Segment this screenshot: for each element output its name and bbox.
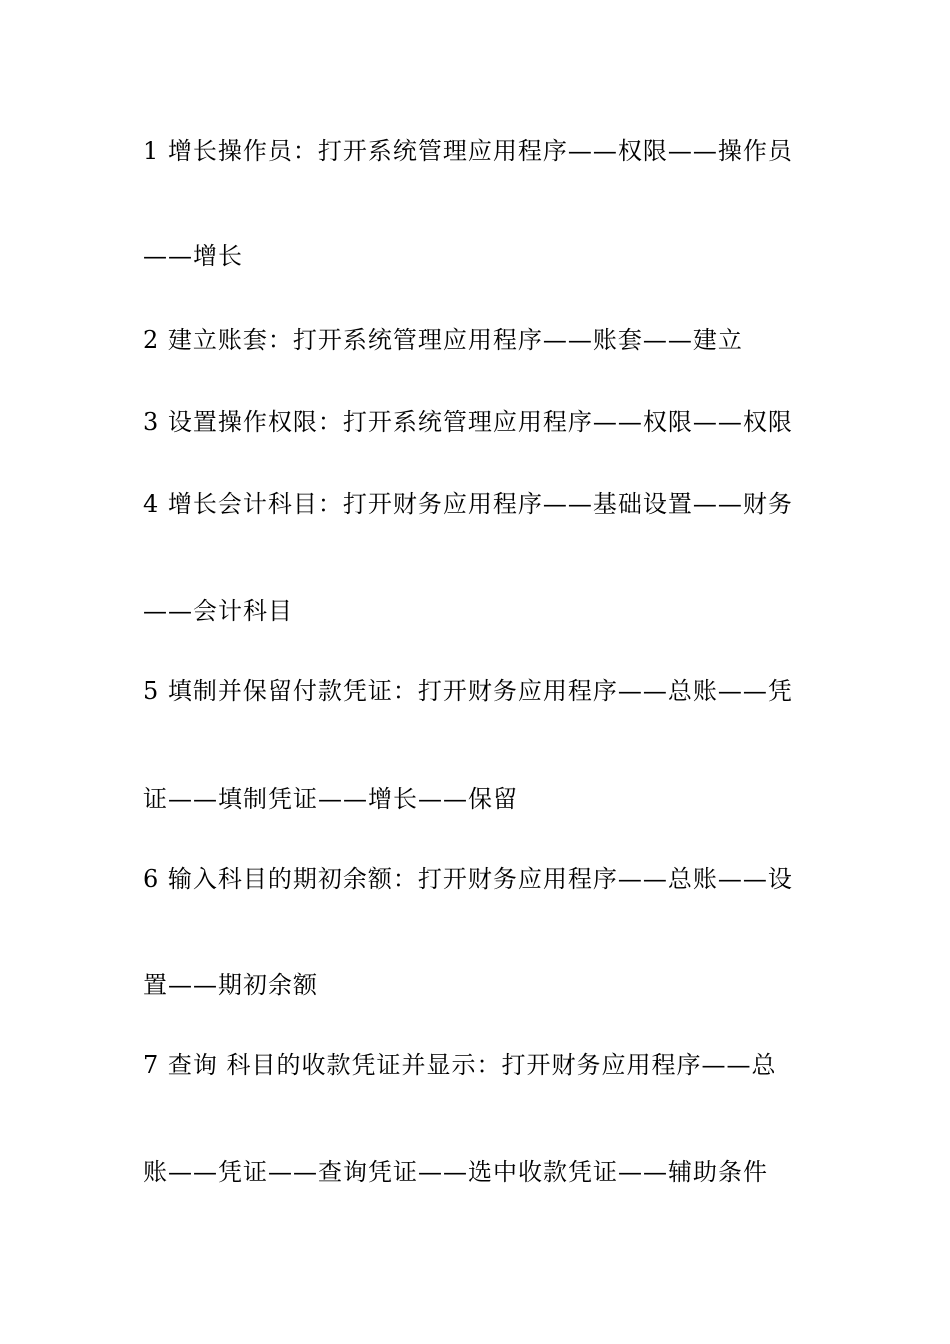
step-6-line-1: 6 输入科目的期初余额：打开财务应用程序——总账——设 — [143, 865, 793, 893]
step-1-line-1: 1 增长操作员：打开系统管理应用程序——权限——操作员 — [143, 137, 793, 165]
step-4-line-2: ——会计科目 — [143, 597, 293, 625]
step-6-line-2: 置——期初余额 — [143, 971, 318, 999]
step-4-line-1: 4 增长会计科目：打开财务应用程序——基础设置——财务 — [143, 490, 793, 518]
step-7-line-2: 账——凭证——查询凭证——选中收款凭证——辅助条件 — [143, 1158, 768, 1186]
step-2-line-1: 2 建立账套：打开系统管理应用程序——账套——建立 — [143, 326, 743, 354]
step-5-line-1: 5 填制并保留付款凭证：打开财务应用程序——总账——凭 — [143, 677, 793, 705]
step-7-line-1: 7 查询 科目的收款凭证并显示：打开财务应用程序——总 — [143, 1051, 777, 1079]
step-5-line-2: 证——填制凭证——增长——保留 — [143, 785, 518, 813]
step-1-line-2: ——增长 — [143, 242, 243, 270]
step-3-line-1: 3 设置操作权限：打开系统管理应用程序——权限——权限 — [143, 408, 793, 436]
